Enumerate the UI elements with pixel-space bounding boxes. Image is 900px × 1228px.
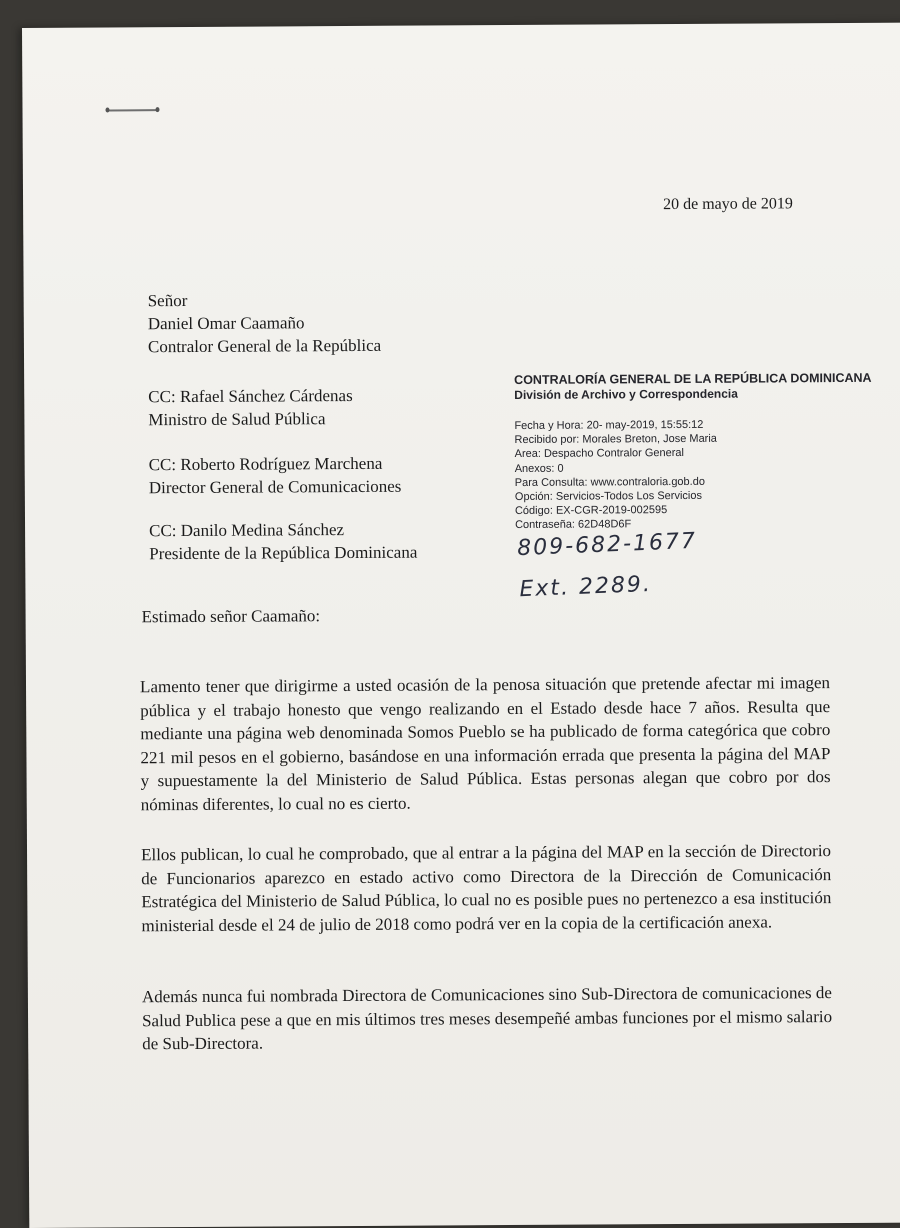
stamp-line: Fecha y Hora: 20- may-2019, 15:55:12 xyxy=(514,418,704,432)
recipient-block-controller xyxy=(148,288,382,358)
stamp-line: Anexos: 0 xyxy=(514,462,564,475)
stamp-division: División de Archivo y Correspondencia xyxy=(514,386,738,402)
staple-mark xyxy=(108,109,156,111)
letter-page xyxy=(22,23,900,1228)
handwritten-extension: Ext. 2289. xyxy=(518,571,653,603)
cc-name: CC: Roberto Rodríguez Marchena xyxy=(148,453,383,475)
body-paragraph-2: Ellos publican, lo cual he comprobado, que al entrar a la página del MAP en la sección de Directorio de Funcionarios aparezco en estado activo como Directora de la Dirección de Comunicación Estratégica del Ministerio de Salud Pública, lo cual no es posible pues no pertenezco a esa institución ministerial desde el 24 de julio de 2018 como podrá ver en la copia de la certificación anexa. xyxy=(140,841,832,935)
stamp-details xyxy=(514,417,900,533)
body-paragraph-1: Lamento tener que dirigirme a usted ocasión de la penosa situación que pretende afectar mi imagen pública y el trabajo honesto que vengo realizando en el Estado desde hace 7 años. Resulta que mediante una página web denominada Somos Pueblo se ha publicado de forma categórica que cobro 221 mil pesos en el gobierno, basándose en una información errada que presenta la página del MAP y supuestamente la del Ministerio de Salud Pública. Estas personas alegan que cobro por dos nóminas diferentes, lo cual no es cierto. xyxy=(139,673,831,814)
body-paragraph-3: Además nunca fui nombrada Directora de Comunicaciones sino Sub-Directora de comunicaciones de Salud Publica pese a que en mis últimos tres meses desempeñé ambas funciones por el mismo salario de Sub-Directora. xyxy=(141,983,833,1054)
recipient-block-cc-health xyxy=(148,384,353,431)
handwritten-phone: 809-682-1677 xyxy=(516,528,698,562)
cc-title: Presidente de la República Dominicana xyxy=(149,542,418,564)
letter-date: 20 de mayo de 2019 xyxy=(663,195,793,214)
cc-title: Ministro de Salud Pública xyxy=(148,409,326,430)
stamp-line: Area: Despacho Contralor General xyxy=(514,447,685,461)
stamp-line: Para Consulta: www.contraloria.gob.do xyxy=(514,475,705,489)
recipient-title: Contralor General de la República xyxy=(147,335,382,357)
letter-greeting: Estimado señor Caamaño: xyxy=(141,606,321,627)
recipient-block-cc-communications xyxy=(149,452,402,500)
stamp-line: Opción: Servicios-Todos Los Servicios xyxy=(514,489,702,504)
recipient-name: Daniel Omar Caamaño xyxy=(147,313,305,334)
recipient-salutation: Señor xyxy=(147,290,188,311)
cc-name: CC: Rafael Sánchez Cárdenas xyxy=(148,385,353,407)
cc-name: CC: Danilo Medina Sánchez xyxy=(149,520,345,541)
reception-stamp xyxy=(514,371,900,533)
stamp-line: Contraseña: 62D48D6F xyxy=(515,518,632,532)
cc-title: Director General de Comunicaciones xyxy=(148,476,402,498)
stamp-organization: CONTRALORÍA GENERAL DE LA REPÚBLICA DOMINICANA xyxy=(514,370,872,388)
stamp-line: Código: EX-CGR-2019-002595 xyxy=(514,504,668,518)
recipient-block-cc-president xyxy=(149,518,417,566)
stamp-line: Recibido por: Morales Breton, Jose Maria xyxy=(514,432,717,447)
